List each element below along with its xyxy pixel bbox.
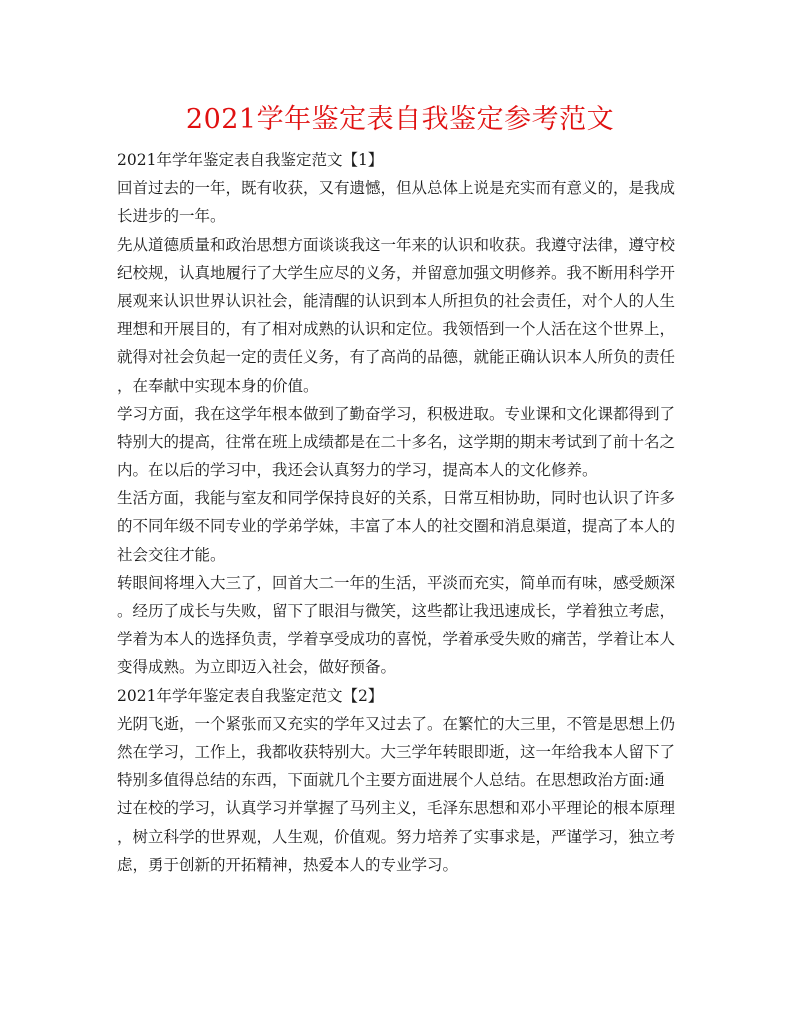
text-line: 转眼间将埋入大三了，回首大二一年的生活，平淡而充实，简单而有味，感受颇深 [117,573,676,592]
section-heading-2: 2021年学年鉴定表自我鉴定范文【2】 [117,686,384,705]
text-line: 先从道德质量和政治思想方面谈谈我这一年来的认识和收获。我遵守法律，遵守校 [117,235,676,254]
text-line: 长进步的一年。 [117,207,226,226]
text-line: 学着为本人的选择负责，学着享受成功的喜悦，学着承受失败的痛苦，学着让本人 [117,630,676,649]
text-line: 学习方面，我在这学年根本做到了勤奋学习，积极进取。专业课和文化课都得到了 [117,404,676,423]
text-line: 内。在以后的学习中，我还会认真努力的学习，提高本人的文化修养。 [117,461,598,480]
text-line: 纪校规，认真地履行了大学生应尽的义务，并留意加强文明修养。我不断用科学开 [117,263,676,282]
text-line: ，在奉献中实现本身的价值。 [117,376,319,395]
text-line: 。经历了成长与失败，留下了眼泪与微笑，这些都让我迅速成长，学着独立考虑， [117,602,676,620]
text-line: 社会交往才能。 [117,545,226,564]
text-line: 生活方面，我能与室友和同学保持良好的关系，日常互相协助，同时也认识了许多 [117,489,676,508]
text-line: 虑，勇于创新的开拓精神，热爱本人的专业学习。 [117,855,459,874]
text-line: 的不同年级不同专业的学弟学妹，丰富了本人的社交圈和消息渠道，提高了本人的 [117,517,676,536]
text-line: 就得对社会负起一定的责任义务，有了高尚的品德，就能正确认识本人所负的责任 [117,348,676,367]
document-body [117,146,699,879]
text-line: ，树立科学的世界观，人生观，价值观。努力培养了实事求是，严谨学习，独立考 [117,827,676,846]
section-heading-1: 2021年学年鉴定表自我鉴定范文【1】 [117,151,384,169]
text-line: 然在学习，工作上，我都收获特别大。大三学年转眼即逝，这一年给我本人留下了 [117,742,676,761]
text-line: 变得成熟。为立即迈入社会，做好预备。 [117,658,397,677]
document-title: 2021学年鉴定表自我鉴定参考范文 [185,104,615,135]
text-line: 特别大的提高，往常在班上成绩都是在二十多名，这学期的期末考试到了前十名之 [117,432,676,451]
text-line: 理想和开展目的，有了相对成熟的认识和定位。我领悟到一个人活在这个世界上， [117,320,676,339]
text-line: 展观来认识世界认识社会，能清醒的认识到本人所担负的社会责任，对个人的人生 [117,291,676,310]
text-line: 过在校的学习，认真学习并掌握了马列主义，毛泽东思想和邓小平理论的根本原理 [117,799,676,818]
text-line: 光阴飞逝，一个紧张而又充实的学年又过去了。在繁忙的大三里，不管是思想上仍 [117,714,676,733]
text-line: 特别多值得总结的东西，下面就几个主要方面进展个人总结。在思想政治方面:通 [117,771,665,790]
text-line: 回首过去的一年，既有收获，又有遗憾，但从总体上说是充实而有意义的，是我成 [117,179,676,198]
